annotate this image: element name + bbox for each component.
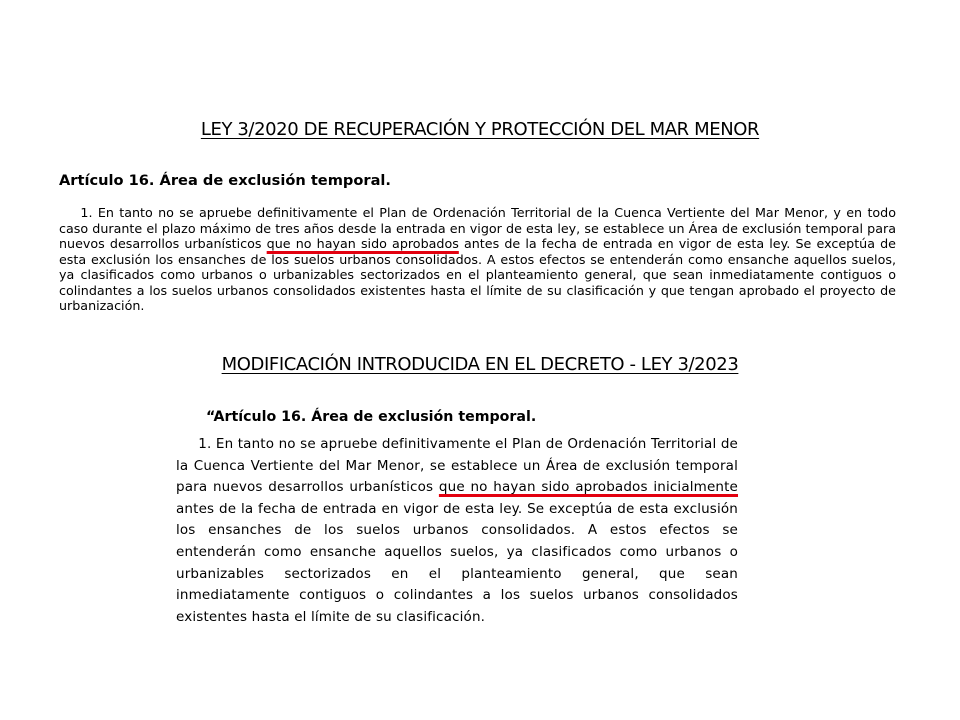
law-2020-article-title: Artículo 16. Área de exclusión temporal. [59,172,391,189]
decree-2023-text-after: antes de la fecha de entrada en vigor de esta ley. Se exceptúa de esta exclusión los ensanches de los suelos urbanos consolidados. A estos efectos se entenderán como ensanche aquellos suelos, ya clasificados como urbanos o urbanizables sectorizados en el planteamiento general, que sean inmediatamente contiguos o colindantes a los suelos urbanos consolidados existentes hasta el límite de su clasificación. [176,500,738,625]
law-2020-text-after: antes de la fecha de entrada en vigor de esta ley. Se exceptúa de esta exclusión los ensanches de los suelos urbanos consolidados. A estos efectos se entenderán como ensanche aquellos suelos, ya clasificados como urbanos o urbanizables sectorizados en el planteamiento general, que sean inmediatamente contiguos o colindantes a los suelos urbanos consolidados existentes hasta el límite de su clasificación y que tengan aprobado el proyecto de urbanización. [59,236,896,313]
decree-2023-text-before: 1. En tanto no se apruebe definitivamente el Plan de Ordenación Territorial de la Cuenca Vertiente del Mar Menor, se establece un Área de exclusión temporal para nuevos desarrollos urbanísticos [176,436,738,496]
law-2020-heading: LEY 3/2020 DE RECUPERACIÓN Y PROTECCIÓN DEL MAR MENOR [200,119,760,140]
decree-2023-article-paragraph [176,434,738,628]
decree-2023-article-title: “Artículo 16. Área de exclusión temporal. [206,409,537,425]
decree-2023-heading: MODIFICACIÓN INTRODUCIDA EN EL DECRETO - LEY 3/2023 [221,354,739,375]
decree-2023-highlighted-phrase: que no hayan sido aprobados inicialmente [438,479,739,496]
law-2020-text-before: 1. En tanto no se apruebe definitivamente el Plan de Ordenación Territorial de la Cuenca Vertiente del Mar Menor, y en todo caso durante el plazo máximo de tres años desde la entrada en vigor de esta ley, se establece un Área de exclusión temporal para nuevos desarrollos urbanísticos [59,205,896,251]
law-2020-article-paragraph [59,205,896,314]
law-2020-highlighted-phrase: que no hayan sido aprobados [266,236,459,251]
